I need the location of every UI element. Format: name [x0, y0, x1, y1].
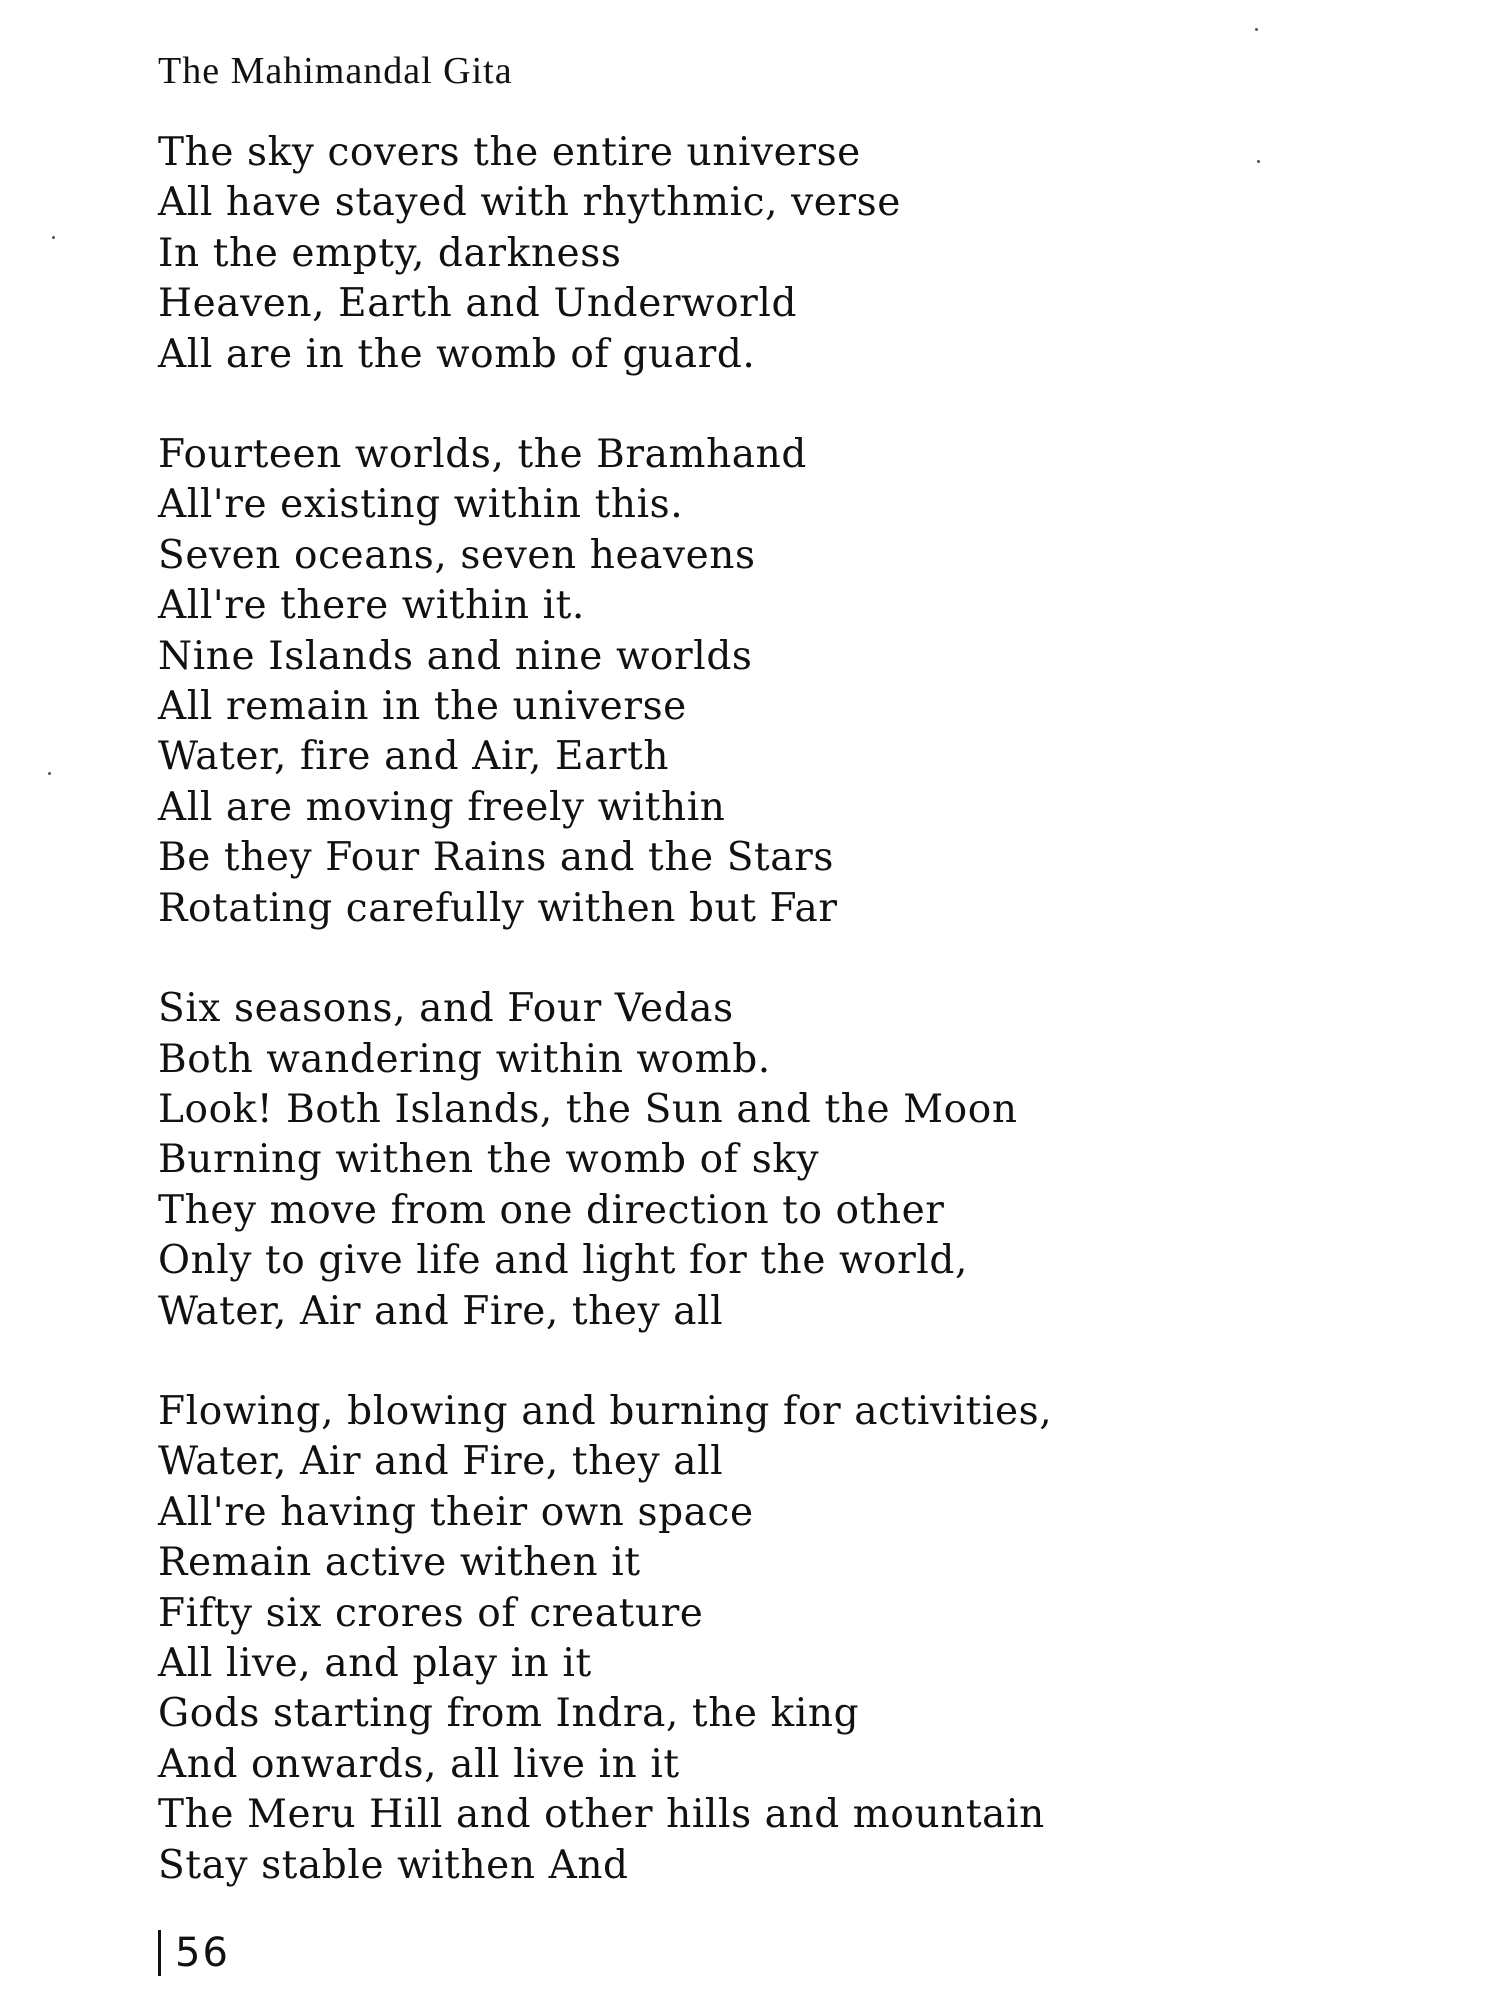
stanza-3 [158, 984, 1358, 1337]
poem-line: They move from one direction to other [158, 1187, 945, 1233]
poem-line: All live, and play in it [158, 1640, 592, 1686]
scan-speck [1257, 160, 1260, 163]
stanza-2 [158, 430, 1358, 934]
page-folio [158, 1928, 230, 1978]
running-title: The Mahimandal Gita [158, 50, 513, 92]
page-number: 56 [175, 1930, 230, 1976]
poem-line: Flowing, blowing and burning for activities, [158, 1388, 1053, 1434]
poem-line: In the empty, darkness [158, 230, 622, 276]
poem-line: All remain in the universe [158, 684, 687, 730]
poem-line: Water, Air and Fire, they all [158, 1288, 724, 1334]
poem-line: The sky covers the entire universe [158, 130, 861, 175]
poem-line: All're existing within this. [158, 482, 684, 528]
poem-line: Remain active withen it [158, 1540, 641, 1586]
poem-line: Stay stable withen And [158, 1842, 629, 1888]
scan-speck [48, 772, 51, 775]
stanza-4 [158, 1387, 1358, 1891]
poem-line: All're having their own space [158, 1489, 754, 1535]
scan-speck [52, 236, 55, 239]
poem-line: And onwards, all live in it [158, 1741, 680, 1787]
poem-line: The Meru Hill and other hills and mountain [158, 1792, 1045, 1838]
poem-line: Heaven, Earth and Underworld [158, 281, 798, 327]
poem-line: Only to give life and light for the world, [158, 1238, 968, 1284]
poem-line: Water, Air and Fire, they all [158, 1439, 724, 1485]
poem-line: Look! Both Islands, the Sun and the Moon [158, 1086, 1018, 1132]
poem-line: Both wandering within womb. [158, 1036, 771, 1082]
poem-line: Fifty six crores of creature [158, 1590, 704, 1636]
poem-line: Be they Four Rains and the Stars [158, 835, 835, 881]
folio-rule [158, 1930, 161, 1976]
poem-line: Six seasons, and Four Vedas [158, 986, 734, 1032]
poem-line: Nine Islands and nine worlds [158, 633, 753, 679]
poem-line: Rotating carefully withen but Far [158, 885, 838, 931]
poem [158, 128, 1358, 1941]
stanza-1 [158, 128, 1358, 380]
poem-line: Gods starting from Indra, the king [158, 1691, 860, 1737]
poem-line: Seven oceans, seven heavens [158, 532, 756, 578]
poem-line: All are moving freely within [158, 784, 726, 830]
scan-speck [1255, 28, 1258, 31]
poem-line: Burning withen the womb of sky [158, 1137, 820, 1183]
poem-line: All are in the womb of guard. [158, 331, 756, 377]
poem-line: Water, fire and Air, Earth [158, 734, 670, 780]
poem-line: All're there within it. [158, 583, 585, 629]
poem-line: Fourteen worlds, the Bramhand [158, 432, 807, 478]
poem-line: All have stayed with rhythmic, verse [158, 180, 901, 226]
